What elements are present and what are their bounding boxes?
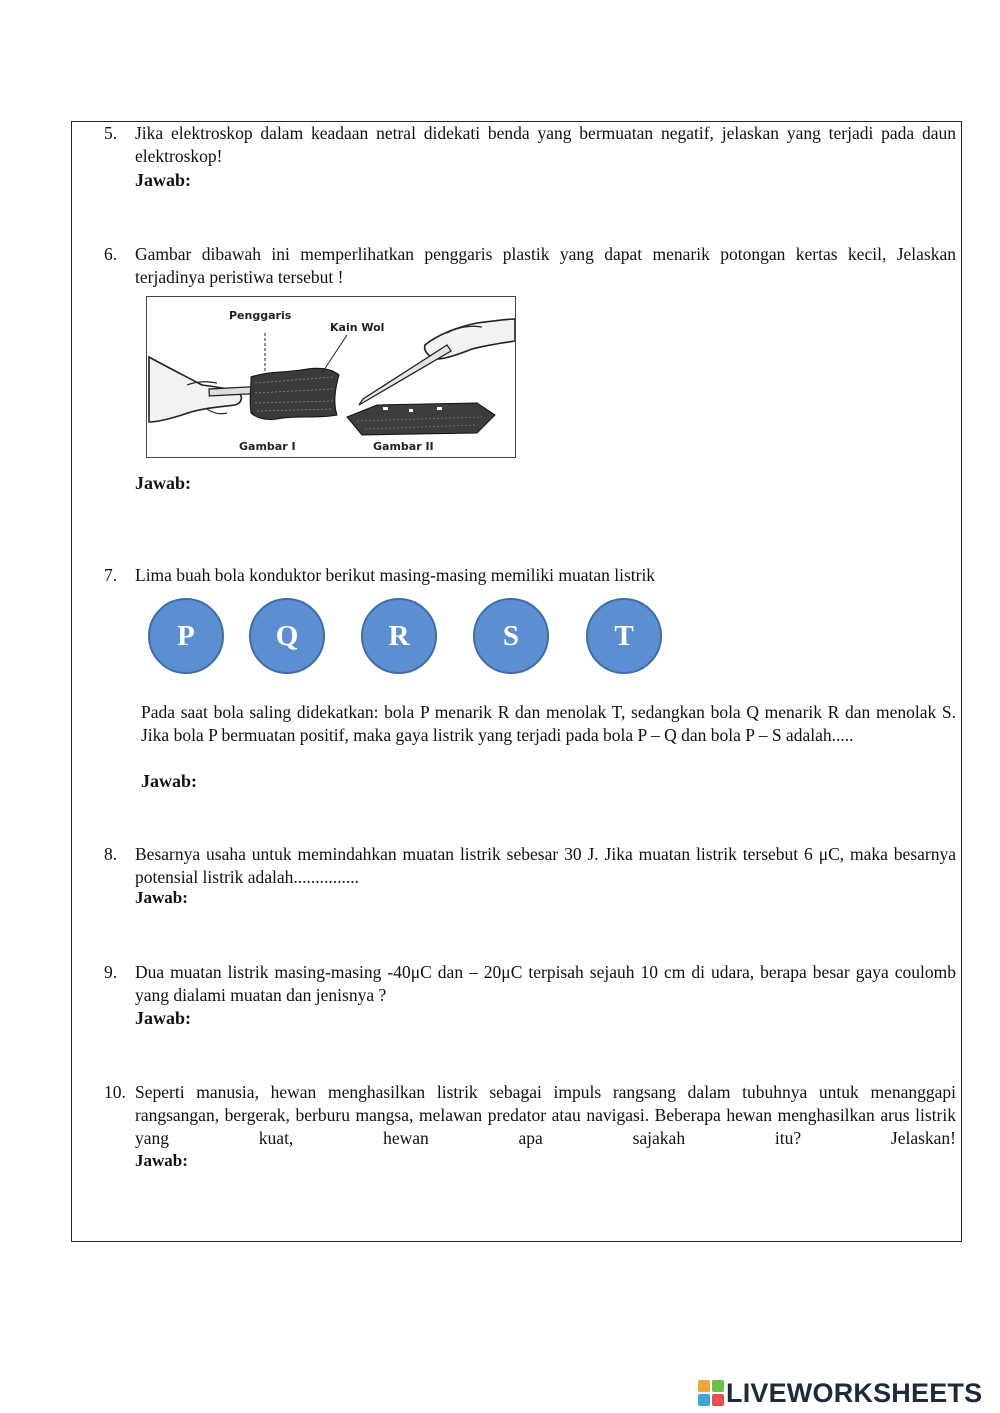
brand-text: LIVEWORKSHEETS: [726, 1377, 983, 1408]
answer-label-5: Jawab:: [135, 170, 192, 190]
label-figure-2: Gambar II: [373, 440, 434, 453]
question-9: [104, 961, 956, 1007]
question-text: Jika elektroskop dalam keadaan netral didekati benda yang bermuatan negatif, jelaskan yang terjadi pada daun elektroskop!: [135, 123, 956, 166]
question-text: Gambar dibawah ini memperlihatkan penggaris plastik yang dapat menarik potongan kertas kecil, Jelaskan terjadinya peristiwa tersebut !: [135, 244, 956, 287]
question-number: 8.: [104, 844, 118, 864]
answer-label-9: Jawab:: [135, 1008, 192, 1028]
question-7: [104, 564, 956, 587]
ruler-figure: [146, 296, 516, 458]
question-number: 10.: [104, 1082, 126, 1102]
ball-q: Q: [249, 598, 325, 674]
question-text: Lima buah bola konduktor berikut masing-masing memiliki muatan listrik: [135, 565, 656, 585]
question-10: [104, 1081, 956, 1150]
question-text: Seperti manusia, hewan menghasilkan listrik sebagai impuls rangsang dalam tubuhnya untuk menanggapi rangsangan, bergerak, berburu mangsa, melawan predator atau navigasi. Beberapa hewan menghasilkan arus listrik yang kuat, hewan apa sajakah itu? Jelaskan!: [135, 1082, 956, 1148]
ball-t: T: [586, 598, 662, 674]
worksheet-frame: [71, 121, 962, 1242]
question-7-paragraph: Pada saat bola saling didekatkan: bola P menarik R dan menolak T, sedangkan bola Q menarik R dan menolak S. Jika bola P bermuatan positif, maka gaya listrik yang terjadi pada bola P – Q dan bola P – S adalah.....: [141, 702, 956, 745]
answer-label-10: Jawab:: [135, 1151, 188, 1170]
question-number: 5.: [104, 123, 118, 143]
question-number: 9.: [104, 962, 118, 982]
liveworksheets-brand: [698, 1376, 982, 1410]
answer-label-8: Jawab:: [135, 888, 188, 907]
question-text: Dua muatan listrik masing-masing -40μC dan – 20μC terpisah sejauh 10 cm di udara, berapa besar gaya coulomb yang dialami muatan dan jenisnya ?: [135, 962, 956, 1005]
liveworksheets-logo-icon: [698, 1380, 724, 1406]
ball-r: R: [361, 598, 437, 674]
label-wool-cloth: Kain Wol: [330, 321, 385, 334]
question-6: [104, 243, 956, 289]
question-text: Besarnya usaha untuk memindahkan muatan listrik sebesar 30 J. Jika muatan listrik tersebut 6 μC, maka besarnya potensial listrik adalah...............: [135, 844, 956, 887]
answer-label-6: Jawab:: [135, 473, 192, 493]
question-5: [104, 122, 956, 168]
ball-p: P: [148, 598, 224, 674]
question-number: 6.: [104, 244, 118, 264]
answer-label-7: Jawab:: [141, 771, 198, 791]
ball-s: S: [473, 598, 549, 674]
label-figure-1: Gambar I: [239, 440, 296, 453]
question-8: [104, 843, 956, 889]
label-ruler: Penggaris: [229, 309, 292, 322]
question-number: 7.: [104, 565, 118, 585]
